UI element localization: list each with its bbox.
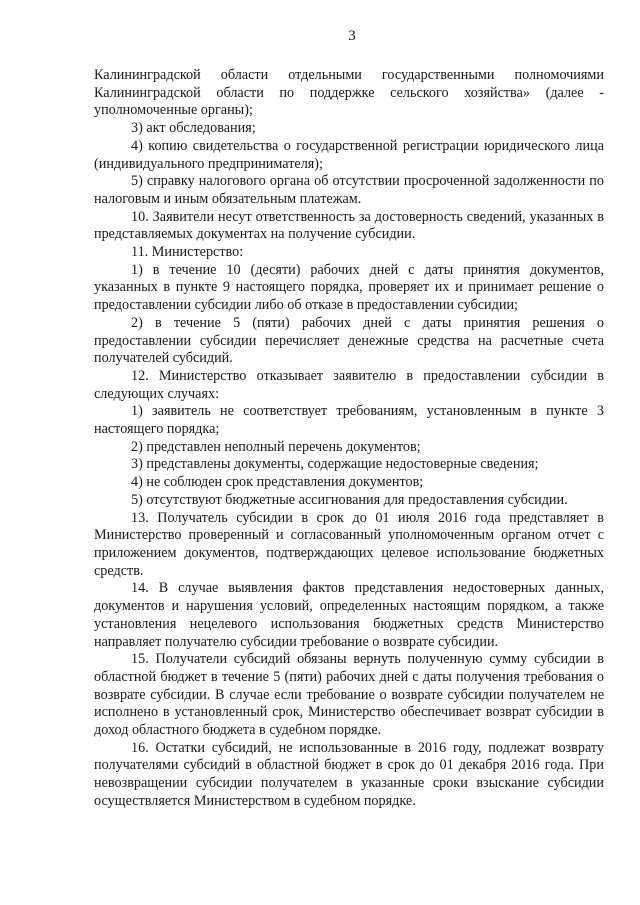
paragraph-clause-13: 13. Получатель субсидии в срок до 01 июля 2016 года представляет в Министерство проверенный и согласованный уполномоченным органом отчет с приложением документов, подтверждающих целевое использование бюджетных средств. (94, 509, 604, 579)
paragraph-clause-15: 15. Получатели субсидий обязаны вернуть полученную сумму субсидии в областной бюджет в течение 5 (пяти) рабочих дней с даты получения требования о возврате субсидии. В случае если требование о возврате субсидии получателем не исполнено в установленный срок, Министерство обеспечивает возврат субсидии в доход областного бюджета в судебном порядке. (94, 651, 604, 739)
document-body (94, 67, 604, 811)
paragraph-clause-11: 11. Министерство: (131, 244, 244, 261)
page-number: 3 (348, 28, 356, 44)
paragraph-continuation: Калининградской области отдельными государственными полномочиями Калининградской области по поддержке сельского хозяйства» (далее - уполномоченные органы); (94, 67, 604, 119)
paragraph-clause-16: 16. Остатки субсидий, не использованные в 2016 году, подлежат возврату получателями субсидий в областной бюджет в срок до 01 декабря 2016 года. При невозвращении субсидии получателем в указанные сроки взыскание субсидии осуществляется Министерством в судебном порядке. (94, 739, 604, 809)
paragraph-clause-10: 10. Заявители несут ответственность за достоверность сведений, указанных в представляемых документах на получение субсидии. (94, 208, 604, 243)
paragraph-item-12-2: 2) представлен неполный перечень документов; (131, 438, 421, 455)
paragraph-item-9-4: 4) копию свидетельства о государственной регистрации юридического лица (индивидуального предпринимателя); (94, 137, 604, 172)
paragraph-clause-12: 12. Министерство отказывает заявителю в предоставлении субсидии в следующих случаях: (94, 367, 604, 402)
paragraph-item-9-5: 5) справку налогового органа об отсутствии просроченной задолженности по налоговым и иным обязательным платежам. (94, 173, 604, 207)
document-page (94, 28, 604, 811)
paragraph-item-12-5: 5) отсутствуют бюджетные ассигнования для предоставления субсидии. (131, 491, 568, 508)
paragraph-item-11-1: 1) в течение 10 (десяти) рабочих дней с даты принятия документов, указанных в пункте 9 настоящего порядка, проверяет их и принимает решение о предоставлении субсидии либо об отказе в предоставлении субсидии; (94, 261, 604, 314)
paragraph-item-12-4: 4) не соблюден срок представления документов; (131, 474, 424, 491)
paragraph-item-9-3: 3) акт обследования; (131, 120, 256, 137)
paragraph-item-12-1: 1) заявитель не соответствует требованиям, установленным в пункте 3 настоящего порядка; (94, 403, 604, 438)
paragraph-clause-14: 14. В случае выявления фактов представления недостоверных данных, документов и нарушения условий, определенных настоящим порядком, а также установления нецелевого использования бюджетных средств Министерство направляет получателю субсидии требование о возврате субсидии. (94, 580, 604, 650)
paragraph-item-11-2: 2) в течение 5 (пяти) рабочих дней с даты принятия решения о предоставлении субсидии перечисляет денежные средства на расчетные счета получателей субсидий. (94, 314, 604, 367)
paragraph-item-12-3: 3) представлены документы, содержащие недостоверные сведения; (131, 456, 539, 473)
